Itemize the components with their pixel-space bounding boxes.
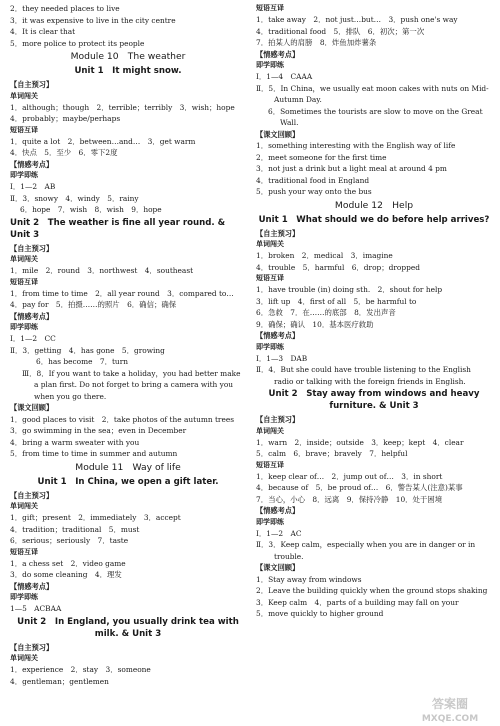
subsection-header: 即学即练 bbox=[256, 517, 284, 526]
answer-line: 4．probably；maybe/perhaps bbox=[10, 114, 121, 123]
answer-line: 2．Leave the building quickly when the ground stops shaking bbox=[256, 586, 488, 595]
subsection-header: 即学即练 bbox=[10, 171, 38, 179]
answer-line: 1．experience 2．stay 3．someone bbox=[10, 665, 151, 674]
answer-line: 1．from time to time 2．all year round 3．compared to… bbox=[10, 288, 234, 298]
answer-line: Ⅰ．1—2 AB bbox=[10, 182, 56, 191]
answer-line: 3．do some cleaning 4．理发 bbox=[10, 570, 122, 579]
answer-line: Ⅱ．3．snowy 4．windy 5．rainy bbox=[10, 193, 139, 203]
answer-line: 6．hope 7．wish 8．wish 9．hope bbox=[20, 205, 162, 214]
answer-line: 1—5 ACBAA bbox=[10, 604, 62, 613]
module-12-unit-1-title: Unit 1 What should we do before help arrives? bbox=[258, 214, 490, 225]
subsection-header: 即学即练 bbox=[10, 593, 38, 601]
subsection-header: 短语互译 bbox=[10, 125, 38, 134]
answer-line: 1．warn 2．inside；outside 3．keep；kept 4．clear bbox=[256, 437, 464, 447]
module-10-title: Module 10 The weather bbox=[70, 51, 186, 62]
module-11-unit-1-title: Unit 1 In China, we open a gift later. bbox=[37, 476, 219, 487]
subsection-header: 单词闯关 bbox=[256, 240, 284, 248]
answer-line: 5．push your way onto the bus bbox=[256, 187, 372, 196]
left-column bbox=[10, 3, 246, 687]
answer-line: 3．not just a drink but a light meal at around 4 pm bbox=[256, 164, 447, 173]
answer-line: 1．broken 2．medical 3．imagine bbox=[256, 251, 393, 260]
watermark-logo bbox=[404, 694, 496, 724]
section-header: 【情感考点】 bbox=[10, 581, 54, 591]
answer-line: 3．go swimming in the sea；even in December bbox=[10, 426, 187, 435]
answer-line: Ⅲ．8．If you want to take a holiday，you had better make a plan first. Do not forget to bring a camera with you when you go there. bbox=[22, 368, 241, 401]
answer-line: 1．good places to visit 2．take photos of the autumn trees bbox=[10, 414, 235, 424]
answer-line: 4．traditional food in England bbox=[256, 175, 370, 185]
subsection-header: 短语互译 bbox=[256, 274, 284, 282]
answer-line: 6．Sometimes the tourists are slow to move on the Great Wall. bbox=[268, 106, 483, 127]
answer-line: 1．keep clear of… 2．jump out of… 3．in short bbox=[256, 471, 443, 481]
answer-line: 1．have trouble (in) doing sth. 2．shout for help bbox=[256, 285, 443, 294]
subsection-header: 单词闯关 bbox=[10, 91, 38, 100]
answer-line: Ⅱ．3．getting 4．has gone 5．growing bbox=[10, 345, 165, 355]
answer-line: 7．拍某人的肩膀 8．炸鱼加炸薯条 bbox=[256, 38, 377, 47]
answer-line: 1．mile 2．round 3．northwest 4．southeast bbox=[10, 266, 194, 275]
subsection-header: 短语互译 bbox=[256, 460, 284, 469]
module-11-unit-2-title: Unit 2 In England, you usually drink tea with milk. & Unit 3 bbox=[17, 616, 239, 639]
module-11-title: Module 11 Way of life bbox=[75, 461, 181, 473]
answer-line: 3．Keep calm 4．parts of a building may fall on your bbox=[256, 597, 459, 607]
section-header: 【情感考点】 bbox=[10, 311, 54, 321]
answer-line: 4．bring a warm sweater with you bbox=[10, 437, 140, 447]
answer-line: 4．It is clear that bbox=[10, 27, 76, 36]
answer-line: Ⅰ．1—4 CAAA bbox=[256, 72, 313, 81]
section-header: 【自主预习】 bbox=[10, 490, 54, 500]
subsection-header: 短语互译 bbox=[10, 277, 38, 286]
answer-line: 2．they needed places to live bbox=[10, 4, 120, 13]
answer-line: 5．calm 6．brave；bravely 7．helpful bbox=[256, 449, 408, 458]
answer-line: 4．gentleman；gentlemen bbox=[10, 676, 109, 686]
answer-line: 1．something interesting with the English way of life bbox=[256, 141, 456, 150]
subsection-header: 单词闯关 bbox=[10, 654, 38, 662]
answer-line: 5．more police to protect its people bbox=[10, 38, 145, 48]
answer-line: 4．快点 5．至少 6．零下2度 bbox=[10, 148, 118, 157]
right-column bbox=[256, 3, 492, 620]
subsection-header: 短语互译 bbox=[10, 547, 38, 556]
section-header: 【自主预习】 bbox=[256, 415, 300, 424]
section-header: 【自主预习】 bbox=[10, 80, 54, 89]
subsection-header: 短语互译 bbox=[256, 4, 284, 12]
subsection-header: 即学即练 bbox=[256, 61, 284, 69]
module-10-unit-2-title: Unit 2 The weather is fine all year round. & Unit 3 bbox=[10, 217, 226, 240]
answer-line: 3．lift up 4．first of all 5．be harmful to bbox=[256, 296, 417, 306]
answer-line: Ⅰ．1—3 DAB bbox=[256, 353, 308, 363]
section-header: 【情感考点】 bbox=[10, 159, 54, 169]
answer-line: Ⅰ．1—2 CC bbox=[10, 334, 56, 343]
answer-line: 4．tradition；traditional 5．must bbox=[10, 524, 140, 534]
section-header: 【情感考点】 bbox=[256, 331, 300, 340]
section-header: 【情感考点】 bbox=[256, 506, 300, 515]
watermark-text-bottom: MXQE.COM bbox=[421, 714, 479, 724]
section-header: 【自主预习】 bbox=[10, 642, 54, 652]
section-header: 【自主预习】 bbox=[256, 228, 300, 238]
module-10-unit-1-title: Unit 1 It might snow. bbox=[74, 66, 182, 76]
answer-line: 5．move quickly to higher ground bbox=[256, 609, 384, 618]
answer-line: 9．确保；确认 10．基本医疗救助 bbox=[256, 319, 374, 329]
section-header: 【课文回顾】 bbox=[256, 563, 300, 572]
answer-line: 1．a chess set 2．video game bbox=[10, 558, 126, 568]
answer-line: 2．meet someone for the first time bbox=[256, 152, 387, 162]
answer-line: Ⅱ．3．Keep calm，especially when you are in danger or in trouble. bbox=[256, 540, 476, 561]
section-header: 【课文回顾】 bbox=[10, 403, 54, 412]
answer-line: 6．serious；seriously 7．taste bbox=[10, 536, 129, 545]
answer-line: 1．take away 2．not just…but… 3．push one's way bbox=[256, 15, 458, 24]
section-header: 【自主预习】 bbox=[10, 243, 54, 253]
answer-line: 5．from time to time in summer and autumn bbox=[10, 449, 178, 458]
answer-line: Ⅱ．4．But she could have trouble listening to the English radio or talking with the foreign friends in English. bbox=[256, 365, 471, 386]
answer-line: 1．gift；present 2．immediately 3．accept bbox=[10, 513, 181, 522]
answer-line: 4．because of 5．be proud of… 6．警告某人(注意)某事 bbox=[256, 483, 463, 492]
answer-line: Ⅱ．5．In China，we usually eat moon cakes with nuts on Mid-Autumn Day. bbox=[256, 83, 489, 104]
subsection-header: 即学即练 bbox=[256, 342, 284, 351]
answer-line: 4．trouble 5．harmful 6．drop；dropped bbox=[256, 262, 420, 272]
answer-line: 1．Stay away from windows bbox=[256, 574, 362, 584]
answer-line: 1．although；though 2．terrible；terribly 3．wish；hope bbox=[10, 102, 235, 112]
answer-line: 6．急救 7．在……的底部 8．发出声音 bbox=[256, 308, 396, 317]
answer-line: 4．traditional food 5．排队 6．初次；第一次 bbox=[256, 26, 425, 36]
section-header: 【情感考点】 bbox=[256, 49, 300, 59]
subsection-header: 单词闯关 bbox=[256, 426, 284, 435]
answer-line: 1．quite a lot 2．between…and… 3．get warm bbox=[10, 136, 196, 146]
section-header: 【课文回顾】 bbox=[256, 129, 300, 139]
answer-line: 6．has become 7．turn bbox=[36, 357, 128, 366]
module-12-title: Module 12 Help bbox=[334, 199, 414, 211]
subsection-header: 即学即练 bbox=[10, 323, 38, 331]
answer-line: 7．当心，小心 8．远离 9．保持冷静 10．处于困境 bbox=[256, 494, 443, 504]
answer-line: 4．pay for 5．拍摄……的照片 6．确信；确保 bbox=[10, 300, 177, 309]
subsection-header: 单词闯关 bbox=[10, 255, 38, 263]
module-12-unit-2-title: Unit 2 Stay away from windows and heavy furniture. & Unit 3 bbox=[268, 389, 480, 411]
answer-line: 3．it was expensive to live in the city centre bbox=[10, 15, 176, 25]
answer-line: Ⅰ．1—2 AC bbox=[256, 528, 302, 538]
subsection-header: 单词闯关 bbox=[10, 502, 38, 510]
watermark-text-top: 答案圈 bbox=[431, 697, 469, 711]
